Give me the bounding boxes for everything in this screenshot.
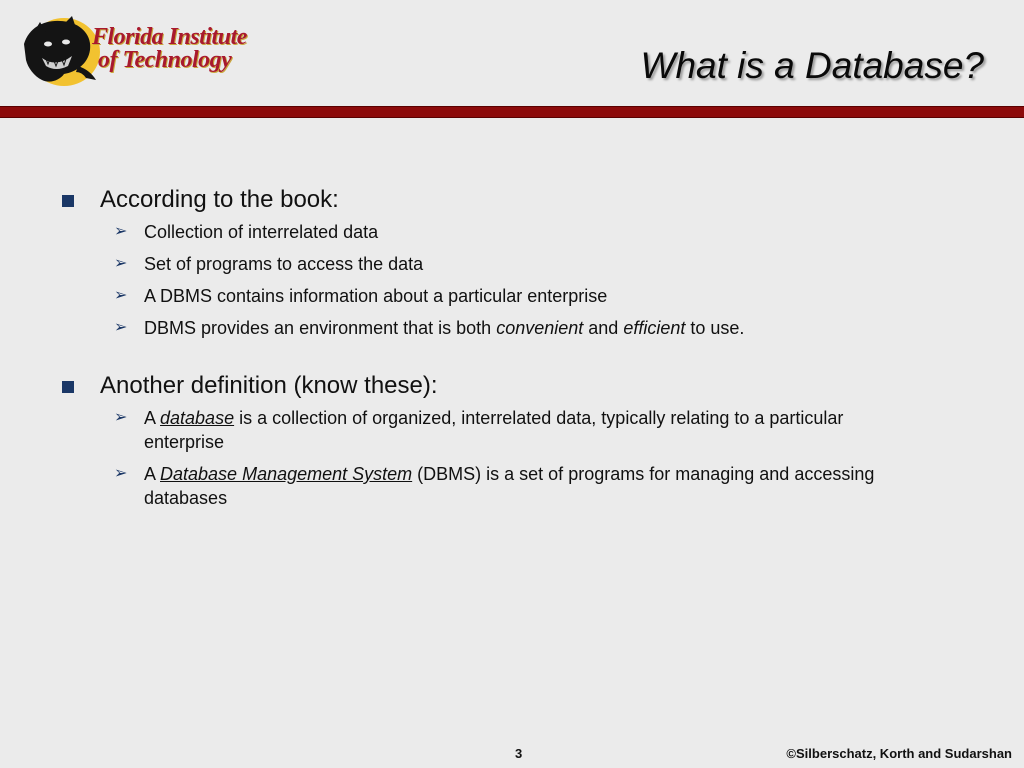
list-item-text: (DBMS) is a set of programs for managing and accessing databases — [144, 464, 875, 508]
slide-content — [62, 184, 962, 540]
section-heading: Another definition (know these): — [100, 372, 438, 399]
list-item — [62, 252, 924, 276]
list-item-text: is a collection of organized, interrelated data, typically relating to a particular enterprise — [144, 408, 844, 452]
list-item — [62, 462, 924, 510]
list-item-text: A — [144, 464, 161, 484]
page-number: 3 — [515, 746, 523, 761]
arrow-bullet-icon: ➢ — [114, 287, 128, 304]
emphasis-efficient: efficient — [623, 318, 686, 338]
list-item — [62, 406, 924, 454]
list-item — [62, 284, 924, 308]
list-item-text: DBMS provides an environment that is both — [144, 318, 497, 338]
list-item-text: A — [144, 408, 161, 428]
header-divider-bar — [0, 106, 1024, 118]
arrow-bullet-icon: ➢ — [114, 255, 128, 272]
list-item-text: Collection of interrelated data — [144, 222, 379, 242]
section-book-definition — [62, 184, 962, 340]
list-item — [62, 220, 924, 244]
copyright-notice: ©Silberschatz, Korth and Sudarshan — [786, 746, 1012, 761]
arrow-bullet-icon: ➢ — [114, 223, 128, 240]
list-item-text: A DBMS contains information about a particular enterprise — [144, 286, 608, 306]
term-database: database — [160, 408, 235, 428]
section-another-definition — [62, 370, 962, 510]
fit-logo — [20, 14, 260, 90]
bullet-level1 — [62, 184, 962, 216]
panther-emblem-icon — [20, 14, 102, 86]
square-bullet-icon — [62, 195, 74, 207]
bullet-level1 — [62, 370, 962, 402]
logo-text-line1: Florida Institute — [92, 24, 247, 50]
square-bullet-icon — [62, 381, 74, 393]
slide-title: What is a Database? — [640, 45, 984, 86]
section-heading: According to the book: — [100, 186, 339, 213]
list-item — [62, 316, 924, 340]
arrow-bullet-icon: ➢ — [114, 465, 128, 482]
sub-bullet-list — [62, 220, 962, 340]
sub-bullet-list — [62, 406, 962, 510]
logo-text-line2: of Technology — [98, 47, 232, 73]
list-item-text: and — [583, 318, 624, 338]
emphasis-convenient: convenient — [496, 318, 584, 338]
term-dbms: Database Management System — [160, 464, 413, 484]
arrow-bullet-icon: ➢ — [114, 319, 128, 336]
list-item-text: Set of programs to access the data — [144, 254, 424, 274]
list-item-text: to use. — [685, 318, 745, 338]
arrow-bullet-icon: ➢ — [114, 409, 128, 426]
